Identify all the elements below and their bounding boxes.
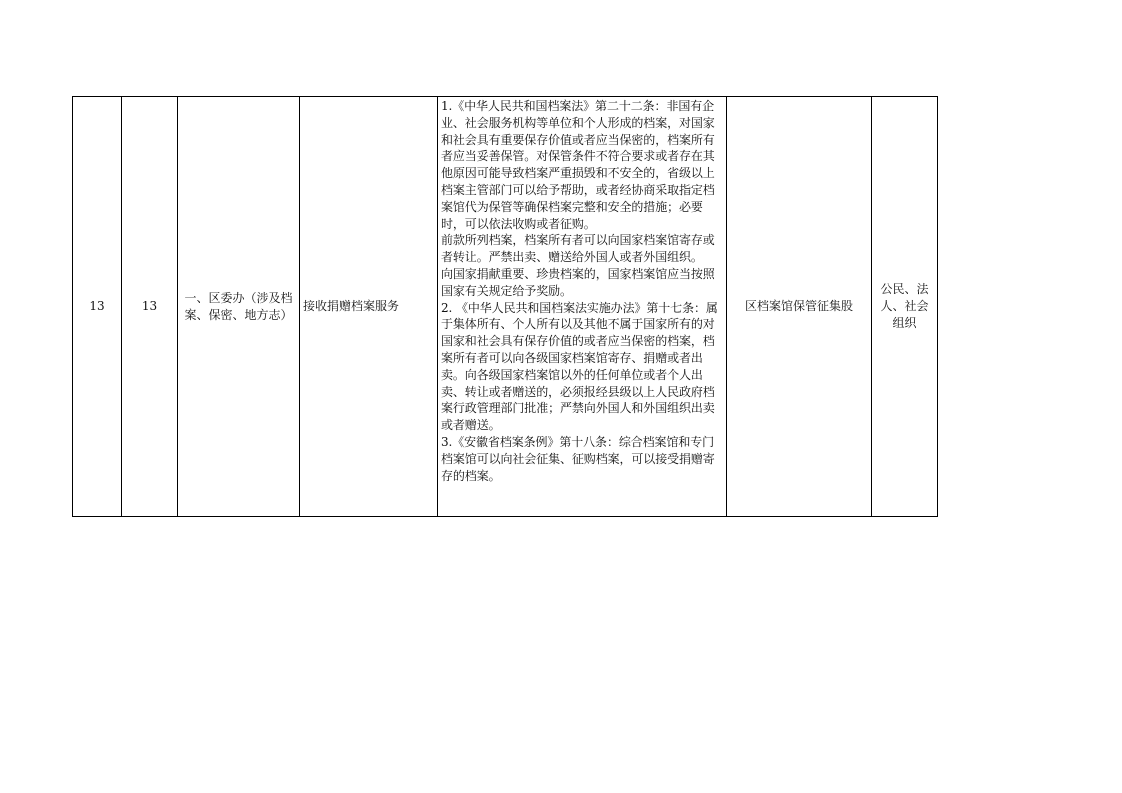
service-target-cell: 公民、法人、社会组织	[872, 97, 938, 517]
legal-basis-cell	[438, 97, 727, 517]
responsible-unit-cell: 区档案馆保管征集股	[727, 97, 872, 517]
item-number-cell: 13	[122, 97, 178, 517]
legal-basis-paragraph: 向国家捐献重要、珍贵档案的，国家档案馆应当按照国家有关规定给予奖励。	[441, 266, 715, 298]
service-table	[72, 96, 938, 517]
legal-basis-paragraph: 3.《安徽省档案条例》第十八条：综合档案馆和专门档案馆可以向社会征集、征购档案，可以接受捐赠寄存的档案。	[441, 434, 715, 483]
department-cell: 一、区委办（涉及档案、保密、地方志）	[178, 97, 300, 517]
table-row	[73, 97, 938, 517]
service-name-cell: 接收捐赠档案服务	[300, 97, 438, 517]
legal-basis-paragraph: 2. 《中华人民共和国档案法实施办法》第十七条：属于集体所有、个人所有以及其他不属于国家所有的对国家和社会具有保存价值的或者应当保密的档案，档案所有者可以向各级国家档案馆寄存、捐赠或者出卖。向各级国家档案馆以外的任何单位或者个人出卖、转让或者赠送的，必须报经县级以上人民政府档案行政管理部门批准；严禁向外国人和外国组织出卖或者赠送。	[441, 300, 718, 433]
legal-basis-paragraph: 1.《中华人民共和国档案法》第二十二条：非国有企业、社会服务机构等单位和个人形成的档案，对国家和社会具有重要保存价值或者应当保密的，档案所有者应当妥善保管。对保管条件不符合要求或者存在其他原因可能导致档案严重损毁和不安全的，省级以上档案主管部门可以给予帮助，或者经协商采取指定档案馆代为保管等确保档案完整和安全的措施；必要时，可以依法收购或者征购。	[441, 99, 715, 231]
legal-basis-paragraph: 前款所列档案，档案所有者可以向国家档案馆寄存或者转让。严禁出卖、赠送给外国人或者外国组织。	[441, 233, 715, 265]
row-index-cell: 13	[73, 97, 122, 517]
